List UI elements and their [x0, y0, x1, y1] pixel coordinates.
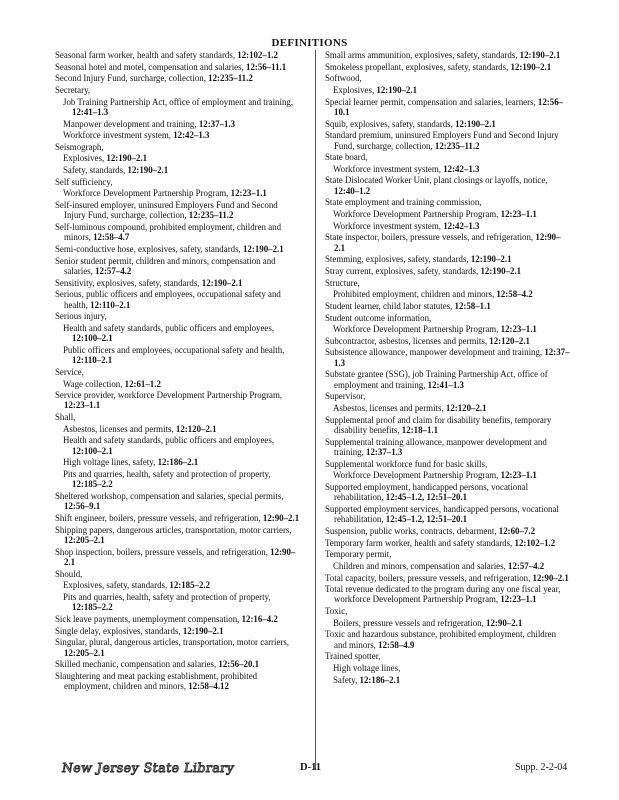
entry-text: Public officers and employees, occupational safety and health, — [63, 344, 285, 355]
entry-reference: 12:190–2.1 — [480, 265, 522, 276]
index-subentry — [58, 580, 300, 590]
index-entry — [55, 367, 300, 377]
index-subentry — [58, 592, 300, 613]
index-entry — [55, 177, 300, 187]
entry-text: Structure, — [325, 277, 360, 288]
index-entry — [55, 142, 300, 152]
index-entry — [325, 254, 570, 264]
index-entry — [325, 347, 570, 368]
entry-text: Seismograph, — [55, 141, 104, 152]
index-entry — [55, 547, 300, 568]
index-subentry — [328, 289, 570, 299]
index-entry — [55, 390, 300, 411]
entry-reference: 12:190–2.1 — [519, 50, 561, 60]
entry-text: Workforce Development Partnership Program, — [333, 470, 501, 481]
index-entry — [55, 222, 300, 243]
index-entry — [325, 369, 570, 390]
entry-reference: 12:23–1.1 — [230, 188, 267, 199]
index-entry — [325, 391, 570, 401]
entry-reference: 12:23–1.1 — [500, 324, 537, 335]
entry-text: Supported employment, handicapped persons, vocational rehabilitation, — [325, 481, 529, 503]
index-subentry — [58, 469, 300, 490]
index-entry — [325, 278, 570, 288]
entry-reference: 12:16–4.2 — [241, 613, 278, 624]
entry-reference: 12:56–9.1 — [64, 501, 101, 512]
index-entry — [325, 119, 570, 129]
index-subentry — [328, 663, 570, 673]
entry-reference: 12:110–2.1 — [72, 355, 113, 366]
index-subentry — [328, 209, 570, 219]
column-divider — [315, 50, 316, 770]
index-subentry — [58, 323, 300, 344]
index-entry — [325, 62, 570, 72]
entry-text: Health and safety standards, public officers and employees, — [63, 435, 275, 446]
index-entry — [325, 232, 570, 253]
entry-reference: 12:57–4.2 — [508, 560, 545, 571]
index-subentry — [58, 165, 300, 175]
entry-reference: 12:58–4.9 — [378, 639, 415, 650]
entry-reference: 12:190–2.1 — [182, 625, 224, 636]
page-number: D-11 — [300, 762, 321, 773]
entry-text: Suspension, public works, contracts, debarment, — [325, 525, 499, 536]
entry-text: Shift engineer, boilers, pressure vessels, and refrigeration, — [55, 513, 263, 523]
entry-reference: 12:56–11.1 — [246, 61, 287, 72]
index-entry — [55, 256, 300, 277]
entry-reference: 12:102–1.2 — [514, 537, 556, 548]
entry-reference: 12:45–1.2, 12:51–20.1 — [385, 514, 468, 525]
entry-reference: 12:23–1.1 — [500, 594, 537, 605]
entry-text: Trained spotter, — [325, 651, 381, 662]
entry-reference: 12:120–2.1 — [489, 335, 530, 346]
entry-text: Student outcome information, — [325, 312, 432, 323]
entry-reference: 12:58–4.12 — [188, 681, 229, 692]
entry-text: Shall, — [55, 412, 76, 423]
entry-text: High voltage lines, safety, — [63, 457, 158, 468]
index-entry — [325, 482, 570, 503]
entry-reference: 12:185–2.2 — [72, 602, 113, 613]
entry-text: Smokeless propellant, explosives, safety, standards, — [325, 61, 511, 72]
index-subentry — [58, 345, 300, 366]
entry-text: Subsistence allowance, manpower development and training, — [325, 347, 545, 358]
entry-reference: 12:37–1.3 — [198, 118, 236, 129]
entry-reference: 12:186–2.1 — [157, 457, 199, 468]
index-entry — [325, 584, 570, 605]
entry-text: Softwood, — [325, 73, 362, 84]
supplement-date: Supp. 2-2-04 — [515, 762, 568, 773]
entry-text: Workforce Development Partnership Program, — [333, 209, 501, 220]
index-subentry — [58, 97, 300, 118]
entry-text: Health and safety standards, public officers and employees, — [63, 322, 275, 333]
entry-text: Service provider, workforce Development Partnership Program, — [55, 390, 283, 401]
entry-reference: 12:205–2.1 — [64, 534, 105, 545]
entry-text: Secretary, — [55, 84, 91, 95]
index-entry — [325, 152, 570, 162]
index-subentry — [328, 470, 570, 480]
index-entry — [325, 266, 570, 276]
index-subentry — [328, 561, 570, 571]
index-entry — [55, 62, 300, 72]
entry-text: Explosives, safety, standards, — [63, 580, 170, 591]
entry-reference: 12:190–2.1 — [242, 244, 284, 254]
entry-text: Workforce investment system, — [333, 220, 444, 231]
index-subentry — [58, 435, 300, 456]
entry-reference: 12:186–2.1 — [359, 674, 401, 685]
entry-reference: 12:23–1.1 — [500, 470, 537, 481]
entry-text: Small arms ammunition, explosives, safety, standards, — [325, 50, 520, 60]
entry-text: Total revenue dedicated to the program during any one fiscal year, workforce Development Partnership Program, — [325, 584, 561, 605]
entry-text: Self-insured employer, uninsured Employers Fund and Second Injury Fund, surcharge, collection, — [55, 200, 278, 221]
entry-text: Semi-conductive hose, explosives, safety, standards, — [55, 244, 243, 254]
entry-reference: 12:60–7.2 — [498, 525, 536, 536]
entry-reference: 12:61–1.2 — [124, 378, 161, 389]
entry-text: Subcontractor, asbestos, licenses and permits, — [325, 335, 490, 346]
index-entry — [55, 50, 300, 60]
index-subentry — [58, 457, 300, 467]
entry-reference: 12:58–4.7 — [93, 232, 130, 243]
entry-text: Total capacity, boilers, pressure vessels, and refrigeration, — [325, 572, 533, 583]
index-subentry — [58, 188, 300, 198]
index-entry — [55, 311, 300, 321]
entry-text: Self-luminous compound, prohibited employment, children and minors, — [55, 222, 282, 243]
entry-reference: 12:190–2.1 — [470, 254, 512, 265]
index-subentry — [58, 130, 300, 140]
entry-text: Asbestos, licenses and permits, — [63, 423, 176, 434]
entry-reference: 12:90–2.1 — [64, 546, 296, 567]
entry-text: Supplemental proof and claim for disability benefits, temporary disability benefits, — [325, 414, 552, 436]
index-entry — [325, 336, 570, 346]
entry-text: Boilers, pressure vessels and refrigeration, — [333, 617, 487, 628]
entry-reference: 12:56–20.1 — [218, 659, 260, 670]
entry-reference: 12:37–1.3 — [334, 347, 570, 368]
index-subentry — [58, 424, 300, 434]
index-entry — [55, 200, 300, 221]
index-entry — [325, 175, 570, 196]
entry-reference: 12:41–1.3 — [72, 106, 109, 117]
entry-text: Single delay, explosives, standards, — [55, 625, 183, 636]
index-entry — [325, 629, 570, 650]
entry-text: Serious, public officers and employees, occupational safety and health, — [55, 289, 281, 310]
index-entry — [325, 606, 570, 616]
index-entry — [325, 437, 570, 458]
entry-text: Supplemental workforce fund for basic skills, — [325, 458, 488, 469]
index-entry — [55, 85, 300, 95]
index-entry — [325, 526, 570, 536]
entry-reference: 12:235–11.2 — [434, 140, 480, 151]
entry-reference: 12:90–2.1 — [486, 617, 523, 628]
entry-reference: 12:42–1.3 — [443, 163, 480, 174]
entry-reference: 12:205–2.1 — [64, 647, 105, 658]
entry-text: Explosives, — [333, 84, 377, 95]
entry-reference: 12:37–1.3 — [366, 447, 403, 458]
entry-text: Shop inspection, boilers, pressure vessels, and refrigeration, — [55, 546, 271, 557]
entry-reference: 12:40–1.2 — [334, 185, 371, 196]
entry-text: Slaughtering and meat packing establishment, prohibited employment, children and minors, — [55, 670, 258, 692]
index-entry — [325, 459, 570, 469]
index-entry — [325, 97, 570, 118]
entry-text: Explosives, — [63, 153, 107, 164]
entry-text: Shipping papers, dangerous articles, transportation, motor carriers, — [55, 524, 292, 535]
entry-text: Self sufficiency, — [55, 176, 113, 187]
entry-reference: 12:18–1.1 — [401, 425, 439, 436]
entry-reference: 12:23–1.1 — [64, 400, 101, 411]
entry-text: Stray current, explosives, safety, standards, — [325, 265, 481, 276]
entry-reference: 12:57–4.2 — [95, 265, 132, 276]
index-entry — [325, 651, 570, 661]
entry-text: Second Injury Fund, surcharge, collection, — [55, 73, 209, 84]
entry-reference: 12:90–2.1 — [334, 232, 561, 253]
entry-text: State board, — [325, 152, 368, 163]
index-entry — [325, 573, 570, 583]
entry-reference: 12:120–2.1 — [445, 403, 487, 414]
entry-reference: 12:41–1.3 — [427, 379, 464, 390]
left-column — [55, 50, 300, 693]
entry-reference: 12:190–2.1 — [201, 277, 243, 288]
entry-reference: 12:190–2.1 — [455, 118, 496, 129]
entry-reference: 12:56–10.1 — [334, 96, 564, 117]
index-subentry — [58, 153, 300, 163]
index-subentry — [328, 324, 570, 334]
index-entry — [55, 289, 300, 310]
entry-text: Workforce Development Partnership Program, — [333, 324, 501, 335]
entry-text: Special learner permit, compensation and salaries, learners, — [325, 96, 538, 107]
entry-text: Pits and quarries, health, safety and protection of property, — [63, 591, 271, 602]
entry-text: High voltage lines, — [333, 663, 401, 674]
entry-reference: 12:235–11.2 — [188, 210, 234, 221]
entry-reference: 12:102–1.2 — [237, 50, 278, 60]
index-subentry — [328, 675, 570, 685]
entry-text: Supervisor, — [325, 391, 366, 402]
entry-text: Manpower development and training, — [63, 118, 199, 129]
entry-reference: 12:45–1.2, 12:51–20.1 — [385, 492, 468, 503]
entry-text: Seasonal farm worker, health and safety standards, — [55, 50, 238, 60]
entry-text: Pits and quarries, health, safety and protection of property, — [63, 469, 271, 480]
entry-text: State Dislocated Worker Unit, plant closings or layoffs, notice, — [325, 175, 548, 186]
entry-text: Singular, plural, dangerous articles, transportation, motor carriers, — [55, 637, 290, 648]
entry-text: Serious injury, — [55, 311, 107, 322]
entry-text: Seasonal hotel and motel, compensation and salaries, — [55, 61, 247, 72]
entry-text: Student learner, child labor statutes, — [325, 300, 455, 311]
entry-reference: 12:42–1.3 — [173, 130, 210, 141]
entry-reference: 12:90–2.1 — [532, 572, 569, 583]
index-entry — [55, 569, 300, 579]
entry-reference: 12:235–11.2 — [208, 73, 253, 84]
entry-reference: 12:190–2.1 — [127, 165, 169, 176]
entry-text: Safety, — [333, 674, 360, 685]
entry-text: Toxic and hazardous substance, prohibited employment, children and minors, — [325, 629, 557, 650]
index-entry — [55, 671, 300, 692]
entry-reference: 12:100–2.1 — [72, 445, 113, 456]
entry-text: Workforce investment system, — [333, 163, 444, 174]
entry-reference: 12:190–2.1 — [106, 153, 148, 164]
index-entry — [55, 244, 300, 254]
entry-text: Children and minors, compensation and salaries, — [333, 560, 508, 571]
entry-reference: 12:185–2.2 — [169, 580, 211, 591]
index-entry — [55, 491, 300, 512]
index-subentry — [328, 403, 570, 413]
library-stamp: New Jersey State Library — [60, 760, 236, 775]
index-subentry — [328, 221, 570, 231]
index-subentry — [58, 379, 300, 389]
entry-text: Standard premium, uninsured Employers Fund and Second Injury Fund, surcharge, collection, — [325, 130, 559, 151]
index-entry — [55, 412, 300, 422]
right-column — [325, 50, 570, 686]
index-entry — [55, 659, 300, 669]
entry-text: Supported employment services, handicapped persons, vocational rehabilitation, — [325, 503, 559, 525]
entry-reference: 12:23–1.1 — [500, 209, 537, 220]
index-entry — [325, 504, 570, 525]
index-entry — [325, 415, 570, 436]
entry-reference: 12:90–2.1 — [262, 513, 300, 523]
entry-text: Temporary farm worker, health and safety standards, — [325, 537, 515, 548]
entry-text: State employment and training commission, — [325, 197, 482, 208]
index-entry — [325, 301, 570, 311]
entry-reference: 12:42–1.3 — [443, 220, 480, 231]
entry-text: Workforce Development Partnership Program, — [63, 188, 231, 199]
index-entry — [55, 73, 300, 83]
index-entry — [325, 73, 570, 83]
index-entry — [55, 626, 300, 636]
index-entry — [55, 513, 300, 523]
entry-reference: 12:120–2.1 — [175, 423, 217, 434]
index-entry — [55, 637, 300, 658]
entry-text: Sheltered workshop, compensation and salaries, special permits, — [55, 491, 284, 502]
entry-text: Temporary permit, — [325, 549, 392, 560]
entry-text: Wage collection, — [63, 378, 125, 389]
entry-reference: 12:190–2.1 — [376, 84, 418, 95]
entry-text: Job Training Partnership Act, office of employment and training, — [63, 96, 294, 107]
entry-text: Prohibited employment, children and minors, — [333, 289, 497, 300]
entry-text: State inspector, boilers, pressure vessels, and refrigeration, — [325, 232, 536, 243]
entry-text: Supplemental training allowance, manpower development and training, — [325, 436, 547, 458]
index-entry — [55, 278, 300, 288]
index-entry — [325, 549, 570, 559]
index-entry — [325, 538, 570, 548]
entry-text: Substate grantee (SSG), job Training Partnership Act, office of employment and training, — [325, 369, 548, 390]
index-entry — [325, 197, 570, 207]
index-subentry — [328, 618, 570, 628]
entry-text: Asbestos, licenses and permits, — [333, 403, 446, 414]
entry-reference: 12:185–2.2 — [72, 479, 113, 490]
entry-text: Safety, standards, — [63, 165, 128, 176]
entry-text: Should, — [55, 568, 83, 579]
entry-reference: 12:58–4.2 — [496, 289, 533, 300]
entry-text: Senior student permit, children and minors, compensation and salaries, — [55, 255, 276, 276]
entry-text: Sensitivity, explosives, safety, standards, — [55, 277, 202, 288]
entry-reference: 12:100–2.1 — [72, 333, 113, 344]
index-subentry — [328, 85, 570, 95]
entry-reference: 12:58–1.1 — [454, 300, 491, 311]
entry-text: Service, — [55, 366, 84, 377]
entry-text: Sick leave payments, unemployment compensation, — [55, 613, 242, 624]
entry-text: Squib, explosives, safety, standards, — [325, 118, 456, 129]
index-entry — [55, 525, 300, 546]
entry-text: Toxic, — [325, 606, 348, 617]
index-entry — [325, 50, 570, 60]
entry-text: Skilled mechanic, compensation and salaries, — [55, 659, 219, 670]
index-entry — [55, 614, 300, 624]
index-subentry — [328, 164, 570, 174]
index-entry — [325, 313, 570, 323]
entry-reference: 12:190–2.1 — [510, 61, 552, 72]
page-title: DEFINITIONS — [271, 37, 348, 49]
entry-text: Stemming, explosives, safety, standards, — [325, 254, 471, 265]
entry-text: Workforce investment system, — [63, 130, 174, 141]
index-subentry — [58, 119, 300, 129]
index-entry — [325, 130, 570, 151]
entry-reference: 12:110–2.1 — [90, 299, 131, 310]
